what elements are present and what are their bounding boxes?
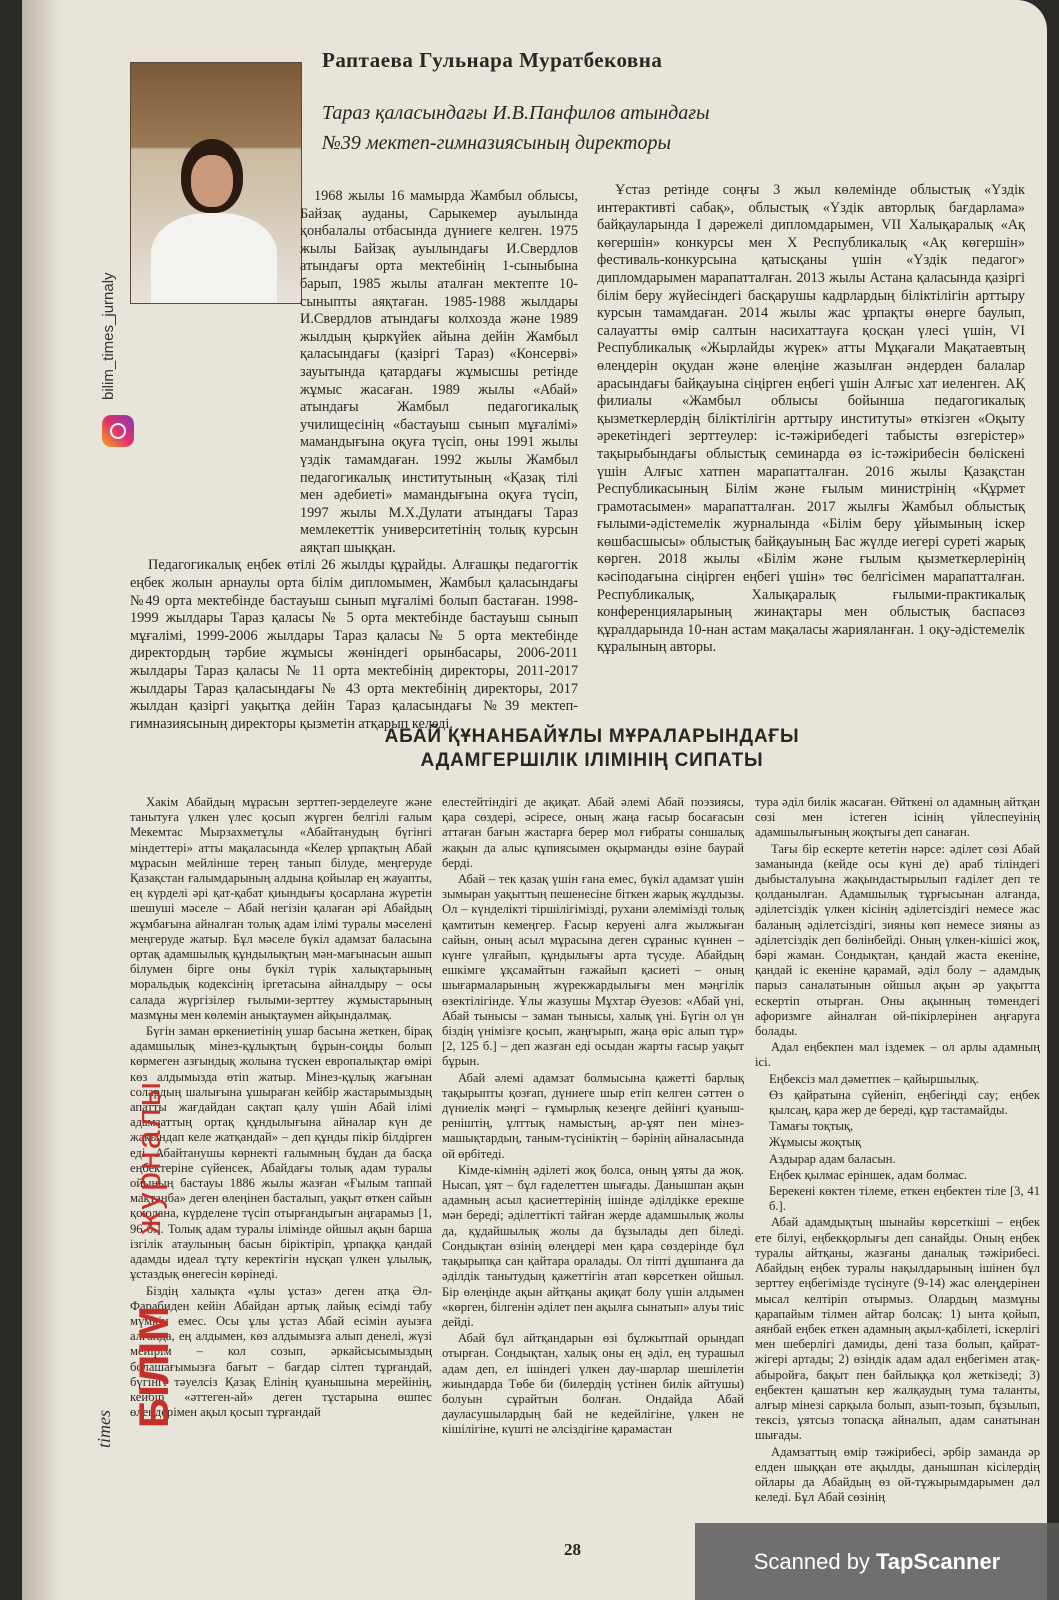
article-title (282, 725, 902, 773)
article-column-2 (442, 795, 744, 1530)
article-title-line-2: АДАМГЕРШІЛІК ІЛІМІНІҢ СИПАТЫ (420, 750, 764, 771)
brand-word-times: times (94, 1410, 114, 1448)
author-position-line-1: Тараз қаласындағы И.В.Панфилов атындағы (322, 102, 710, 124)
bio-column-left (130, 188, 578, 733)
aphorism-line: Өз қайратына сүйеніп, еңбегіңді сау; еңбек қылсаң, қара жер де береді, құр тастамайды. (769, 1087, 1040, 1118)
article-title-line-1: АБАЙ ҚҰНАНБАЙҰЛЫ МҰРАЛАРЫНДАҒЫ (384, 726, 800, 747)
article-paragraph: Хакім Абайдың мұрасын зерттеп-зерделеуге және танытуға үлкен үлес қосып жүрген белгілі ғалым Мекемтас Мырзахметұлы «Абайтанудың бүгінгі міндеттері» атты мақаласында «Келер ұрпақтың Абай мұрасын мейлінше терең танып білуде, меңгеруде Қазақстан ғалымдарының алдына қойылар ең жауапты, ең күрделі әрі қат-қабат қиындығы қосарлана жүретін шешуші мәселе – Абай негізін қалаған әрі Абайдың жұмбағына айналған толық адам ілімі туралы мәселені меңгеруде жатыр. Бұл мәселе бүкіл адамзат баласына ортақ адамшылық құндылықтың мән-мағынасын ашып білумен бірге оны бүкіл түрік халықтарының моральдық кодексінің іргетасына айналдыру – осы салада жүргізілер ғылыми-зерттеу жұмыстарының мазмұны мен көлемін анықтаумен айқындалмақ. (130, 795, 432, 1022)
aphorism-line: Еңбек қылмас еріншек, адам болмас. (769, 1167, 968, 1182)
magazine-brand-vertical (90, 1080, 177, 1500)
author-position-line-2: №39 мектеп-гимназиясының директоры (322, 132, 672, 154)
scanner-watermark-brand: TapScanner (875, 1548, 1001, 1574)
aphorism-line: Аздырар адам баласын. (769, 1151, 896, 1166)
article-paragraph: Тағы бір ескерте кететін нәрсе: әділет сөзі Абай заманында (кейде осы күні де) араб тіліндегі дыбысталуына жақындастырылып ғаділет деп те қолданылған. Адамшылық тұрғысынан алғанда, әділетсіздік үлкен кісінің әділетсіздігі немесе жас баланың әділетсіздігі, зияны көп немесе зияны аз әділетсіздік деп бөлінбейді. Оның үлкен-кішісі жоқ, бәрі жаман. Сондықтан, қандай жаста екеніне, қандай іс екеніне қарамай, әділ болу – адамдық парыз саналатынын ойшыл ақын әр уақытта ескертіп отырған. Оны ақынның төмендегі афоризмге айналған ой-пікірлерінен аңғаруға болады. (755, 841, 1040, 1039)
bio-paragraph-3: Ұстаз ретінде соңғы 3 жыл көлемінде облыстық «Үздік интерактивті сабақ», облыстық «Үздік авторлық бағдарлама» байқауларында I дәрежелі дипломдарымен, VII Халықаралық «Ақ көгершін» конкурсы мен X Республикалық «Ақ көгершін» фестиваль-конкурсына қатысқаны үшін «Үздік педагог» дипломдарымен марапатталған. 2013 жылы Астана қаласында қазіргі білім беру жүйесіндегі басқарушы кадрлардың біліктілігін арттыру курсын тамамдаған. 2014 жылы жас ұрпақты өнерге баулып, салауатты өмір салтын насихаттауға қосқан үлесі үшін, VI Республикалық «Жырлайды жүрек» атты Мұқағали Мақатаевтың өлеңдерін оқудан және өлеңіне жазылған әндерден балалар арасындағы байқауына сіңірген еңбегі үшін Алғыс хат иеленген. АҚ филиалы «Жамбыл облысы бойынша педагогикалық қызметкерлердің біліктілігін арттыру институты» өткізген «Оқыту әрекетіндегі зерттеулер: іс-тәжірибедегі табысты өзгерістер» тақырыбындағы облыстық семинарда өз іс-тәжірибесін бөліскені үшін Алғыс хатпен марапатталған. 2016 жылы Қазақстан Республикасының Білім және ғылым министрінің «Құрмет грамотасымен» марапатталған. 2017 жылғы Жамбыл облыстық ғылыми-әдістемелік журналында «Білім беру ұйымының іскер көшбасшысы» облыстық байқауының Бас жүлде иегері суреті жарық көрген. 2018 жылы «Білім және ғылым қызметкерлерінің кәсіподағына сіңірген еңбегі үшін» төс белгісімен марапатталған. Республикалық, Халықаралық ғылыми-практикалық конференцияларының жинақтары мен облыстық баспасөз құралдарында 10-нан астам мақаласы жарияланған. 1 оқу-әдістемелік құралының авторы. (597, 182, 1025, 656)
scanner-watermark (695, 1523, 1059, 1600)
article-paragraph: тура әділ билік жасаған. Өйткені ол адамның айтқан сөзі мен істеген ісінің үйлеспеуінің адамшылығының жоқтығы деп санаған. (755, 795, 1040, 840)
magazine-page (22, 0, 1047, 1600)
instagram-handle: bilim_times_jurnaly (100, 272, 117, 400)
bio-column-right (597, 182, 1025, 657)
article-paragraph: Абай – тек қазақ үшін ғана емес, бүкіл адамзат үшін зымыран уақыттың пешенесіне біткен жарық жұлдызы. Ол – күнделікті тіршілігімізді, рухани әлемімізді толық қамтитын кемеңгер. Ғасыр керуені алға жылжыған сайын, оның асыл мұрасына деген сұраныс күннен – күнге үлғайып, құндылығы арта түсуде. Абайдың ешкімге ұқсамайтын ғажайып қасиеті – оның шығармаларының жүрекжардылығы мен мәңгілік өзектілігінде. Ұлы жазушы Мұхтар Әуезов: «Абай үні, Абай тынысы – заман тынысы, халық үні. Бүгін ол үн біздің үнімізге қосып, жаңғырып, жаңа өріс алып тұр» [2, 125 б.] – деп жазған еді осыдан жарты ғасыр уақыт бұрын. (442, 872, 744, 1069)
aphorism-line: Тамағы тоқтық, (769, 1119, 854, 1134)
brand-word-bilim: БІЛІМ (130, 1305, 177, 1428)
page-number: 28 (564, 1540, 581, 1559)
article-paragraph: Біздің халықта «ұлы ұстаз» деген атқа Әл-Фарабиден кейін Абайдан артық лайық есімді табу мүмкін емес. Осы ұлы ұстаз Абай есімін ауызға алғанда, ең алдымен, көз алдымызға алып денелі, жүзі мейірім – кол созып, әркайсысымыздың болашағымызға бағыт – бағдар сілтеп тұрғандай, бүгінгі тәуелсіз Қазақ Елінің қуанышына мерейінің, кейбір «әттеген-ай» деген тұстарына өшпес өлеңдерімен ақыл қосып тұрғандай (130, 1283, 432, 1420)
article-paragraph: Абай әлемі адамзат болмысына қажетті барлық тақырыпты қозғап, дүниеге шыр етіп келген сәттен о дүниелік мәңгі – ғұмырлық кезеңге дейінгі қуаныш-реніштің, ұлттық намыстың, ар-ұят пен мінез-машықтардың, таным-түсініктің – бәрінің айналасында ой өрбітеді. (442, 1070, 744, 1161)
bio-paragraph-2: Педагогикалық еңбек өтілі 26 жылды құрайды. Алғашқы педагогтік еңбек жолын арнаулы орта білім дипломымен, Жамбыл қаласындағы №49 орта мектебінде бастауыш сынып мұғалімі болып бастаған. 1998-1999 жылдары Тараз қаласы № 5 орта мектебінде бастауыш сынып мұғалімі, 1999-2006 жылдары Тараз қаласы № 5 орта мектебінде директордың тәрбие жұмысы жөніндегі орынбасары, 2006-2011 жылдары Тараз қаласы № 11 орта мектебінің директоры, 2011-2017 жылдары Тараз қаласындағы № 43 орта мектебінің директоры, 2017 жылдан қазіргі уақытқа дейін Тараз қаласындағы №39 мектеп-гимназиясының директоры қызметін атқарып келеді. (130, 557, 578, 732)
author-name: Раптаева Гульнара Муратбековна (322, 48, 663, 72)
article-column-3 (755, 795, 1040, 1510)
aphorism-line: Жұмысы жоқтық (769, 1135, 862, 1150)
bio-paragraph-1: 1968 жылы 16 мамырда Жамбыл облысы, Байзақ ауданы, Сарыкемер ауылында қонбалалы отбасында дүниеге келген. 1975 жылы Байзақ ауылындағы И.Свердлов атындағы орта мектебінің 1-сыныбына барып, 1985 жылы аталған мектепте 10-сыныпты аяқтаған. 1985-1988 жылдары И.Свердлов атындағы колхозда және 1989 жылдың қыркүйек айына дейін Жамбыл қаласындағы (қазіргі Тараз) «Консерві» зауытында қатардағы жұмысшы ретінде жұмыс жасаған. 1989 жылы «Абай» атындағы Жамбыл педагогикалық училищесінің «бастауыш сынып мұғалімі» мамандығына оқуға түсіп, оны 1991 жылы үздік тамамдаған. 1992 жылы Жамбыл педагогикалық институтының «Қазақ тілі мен әдебиеті» мамандығына оқуға түсіп, 1997 жылы М.Х.Дулати атындағы Тараз мемлекеттік университетінің толық курсын аяқтап шыққан. (300, 188, 578, 556)
author-position (322, 98, 782, 158)
article-paragraph: Кімде-кімнің әділеті жоқ болса, оның ұяты да жоқ. Нысап, ұят – бұл ғаделеттен шығады. Данышпан ақын адамның асыл қасиеттерінің ішінде әділдікке ерекше мән береді; әділеттікті тайған жерде адамшылық жолы да, құдайшылық жолы да бұзылады деп біледі. Сондықтан өзінің өлеңдері мен қара сөздерінде бұл тақырыпқа сан қайтара оралады. Ол тіпті дұшпанға да әділдік танытудың қажеттігін атап көрсеткен ойшыл. Бір өлеңінде ақын айтқаны ақиқат болу үшін алдымен «көрген, білгенін әділет пен ақылға сынатып» алуы тиіс дейді. (442, 1162, 744, 1329)
brand-word-journal: журналы (130, 1080, 168, 1235)
aphorism-line: Берекені көктен тілеме, еткен еңбектен тіле [3, 41 б.]. (769, 1184, 1040, 1214)
page-spine-shadow (22, 0, 62, 1600)
aphorism-line: Еңбексіз мал дәметпек – қайыршылық. (769, 1071, 979, 1086)
article-paragraph: Бүгін заман өркениетінің ушар басына жеткен, бірақ адамшылық мінез-құлықтың бұрын-соңды болып көрмеген азғындық жолына түскен европалықтар өмірі көз алдымызда өтіп жатыр. Мінез-құлық жағынан солардың шалығына ұшыраған кейбір жастарымыздың апатты жағдайдан сақтап қалу үшін Абай ілімі адамзаттың ортақ құндылығына айналар күн де жақындап келе жатқандай» – деп құнды пікір білдірген еді. Абайтанушы көрнекті ғалымның бұдан да басқа еңбектеріне сүйенсек, Абайдағы толық адам туралы ойының бастауы 1886 жылы жазған «Ғылым таппай мақтанба» деген өлеңінен басталып, уақыт өткен сайын қоюлана, күрделене түсіп отырғандығын аңғарамыз [1, 96 б.]. Толық адам туралы ілімінде ойшыл ақын барша ізгілік атаулының басын біріктіріп, ұрпаққа қандай адамды идеал тұту керектігін нұсқап үлкен ұлылық, ұстаздық өнегесін көрінеді. (130, 1024, 432, 1282)
scanner-watermark-prefix: Scanned by (753, 1548, 870, 1574)
article-paragraph: Адал еңбекпен мал іздемек – ол арлы адамның ісі. (755, 1040, 1040, 1070)
article-paragraph: Абай бұл айтқандарын өзі бұлжытпай орындап отырған. Сондықтан, халық оны ең әділ, ең турашыл адам деп, ел ішіндегі үлкен дау-шарлар шешілетін жиындарда Төбе би (билердің үстінен билік айтушы) болуын сұрайтын болған. Ондайда Абай даулаcушылардың бай не кедейлігіне, үлкен не кішілігіне, күшті не әлсіздігіне қарамастан (442, 1331, 744, 1437)
article-paragraph: елестейтіндігі де ақиқат. Абай әлемі Абай поэзиясы, қара сөздері, әсіресе, оның жаңа ғасыр босағасын аттаған бағын жастарға берер мол ғибраты соншалық жақын да алыс құпиясымен оқырманды өзіне баурай берді. (442, 795, 744, 870)
article-paragraph: Абай адамдықтың шынайы көрсеткіші – еңбек ете білуі, еңбекқорлығы деп санайды. Оның еңбек туралы айтқаны, жазғаны даналық тәжірибесі. Абайдың еңбек туралы нақылдарының ішінен бұл зерттеу еңбегімізде түсінуге (9-14) жас өлеңдерінен мысал келтіріп отырмыз. Олардың мазмұны қарапайым тілмен айтар болсақ: 1) ынта қойып, аянбай еңбек еткен адамның ақыл-қабілеті, іскерлігі мен шеберлігі дамиды, дені таза болып, қайрат-жігері артады; 2) өзіндік адам адал еңбегімен атақ-абыройға, бақыт пен байлыққа қол жеткізеді; 3) еңбектен қашатын кер жалқаудың тума таланты, алғыр мінезі сарқыла болып, азып-тозып, бұзылып, тексіз, ұятсыз топасқа айналып, адам санатынан шығады. (755, 1215, 1040, 1443)
article-paragraph: Адамзаттың өмір тәжірибесі, әрбір заманда әр елден шыққан өте ақылды, данышпан кісілердің ойлары да Абайдың өз ой-тұжырымдарымен дәл келеді. Бұл Абай сөзінің (755, 1444, 1040, 1505)
